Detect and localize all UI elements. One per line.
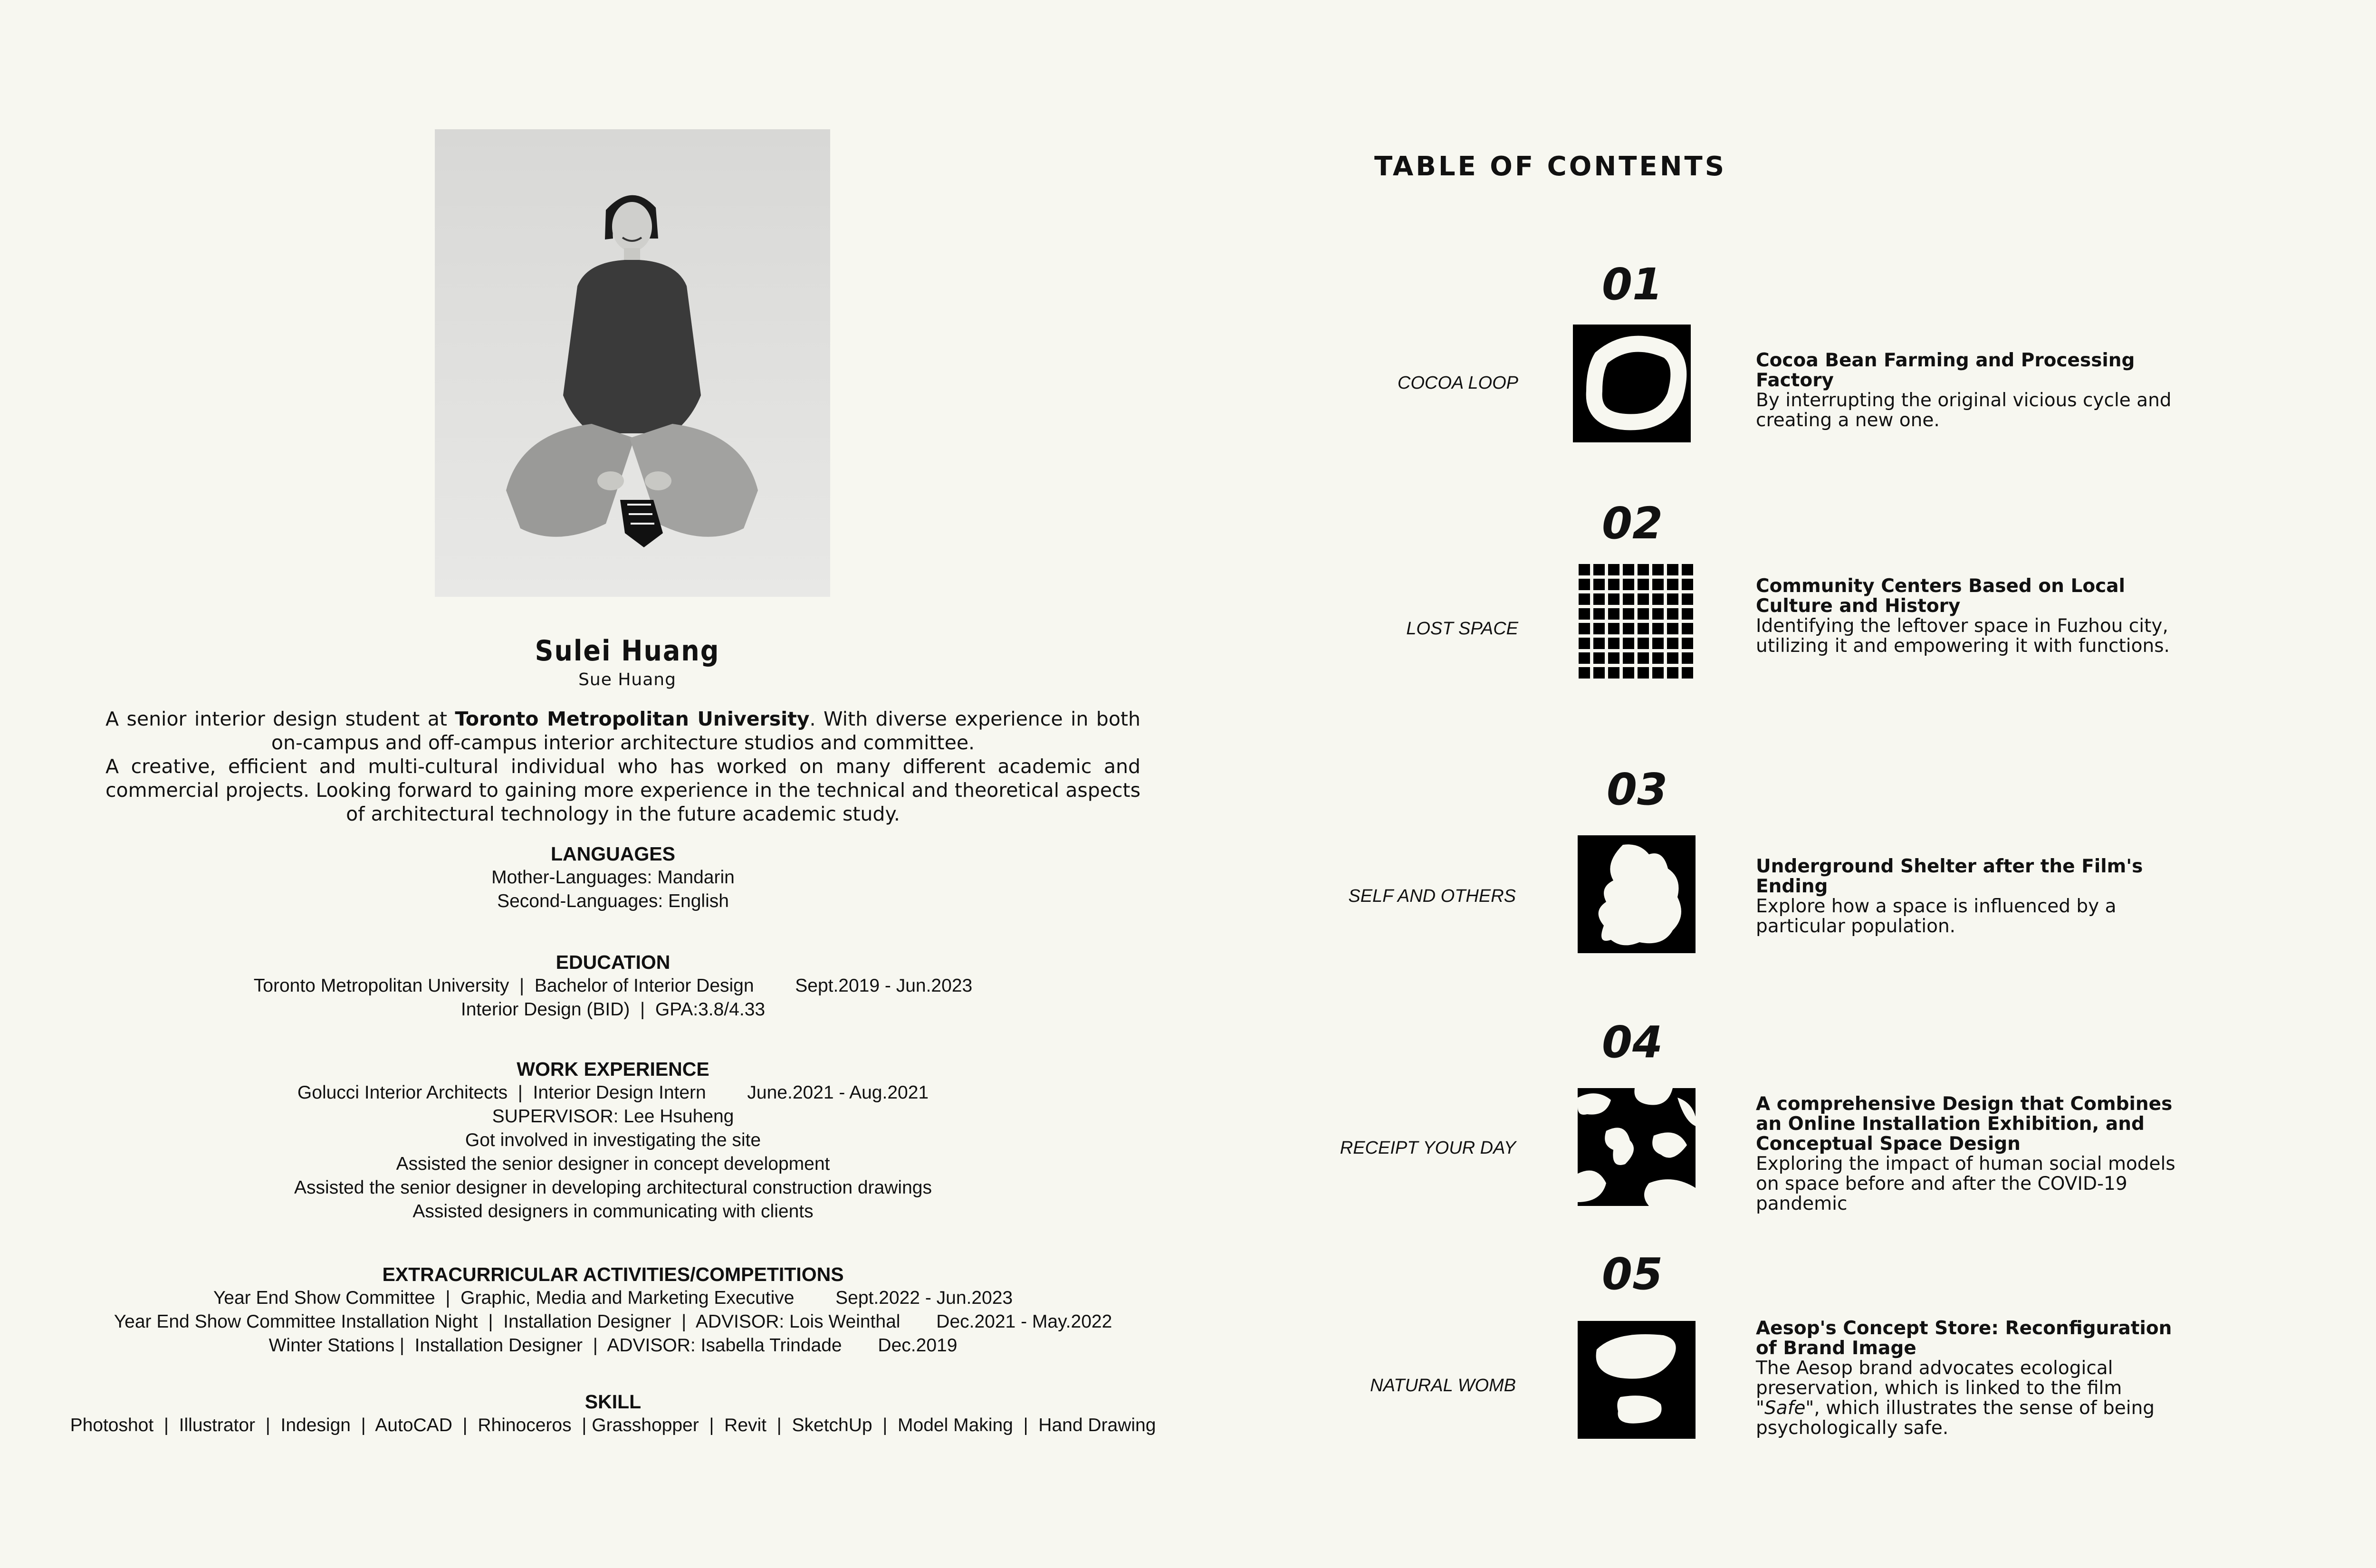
grid-cell bbox=[1608, 593, 1619, 605]
grid-cell bbox=[1682, 652, 1693, 664]
education-line: Interior Design (BID) | GPA:3.8/4.33 bbox=[460, 999, 766, 1020]
language-line: Mother-Languages: Mandarin bbox=[491, 867, 735, 888]
grid-cell bbox=[1593, 608, 1605, 620]
skills-line: Photoshot | Illustrator | Indesign | AutoCAD | Rhinoceros | Grasshopper | Revit | SketchUp | Model Making | Hand Drawing bbox=[70, 1415, 1156, 1435]
toc-project-name[interactable]: LOST SPACE bbox=[1406, 619, 1518, 639]
grid-cell bbox=[1579, 608, 1590, 620]
grid-cell bbox=[1667, 564, 1678, 575]
grid-cell bbox=[1579, 564, 1590, 575]
grid-cell bbox=[1593, 667, 1605, 679]
toc-project-name[interactable]: SELF AND OTHERS bbox=[1348, 886, 1516, 906]
toc-description bbox=[1756, 576, 2184, 656]
profile-alias: Sue Huang bbox=[578, 670, 676, 689]
grid-cell bbox=[1652, 564, 1664, 575]
education-section bbox=[0, 950, 1226, 1022]
bio-school: Toronto Metropolitan University bbox=[455, 708, 810, 730]
toc-project-name[interactable]: NATURAL WOMB bbox=[1370, 1376, 1516, 1396]
bio-paragraph-2: A creative, efficient and multi-cultural individual who has worked on many different academic and commercial projects. Looking forward to gaining more experience in the technical and theoretical aspects of architectural technology in the future academic study. bbox=[105, 755, 1140, 825]
section-title: EXTRACURRICULAR ACTIVITIES/COMPETITIONS bbox=[382, 1263, 844, 1285]
work-line: Golucci Interior Architects | Interior Design Intern June.2021 - Aug.2021 bbox=[297, 1082, 929, 1103]
toc-number: 04 bbox=[1601, 1017, 1663, 1068]
grid-cell bbox=[1638, 593, 1649, 605]
toc-number: 01 bbox=[1601, 259, 1663, 310]
pattern-icon[interactable] bbox=[1578, 1088, 1696, 1206]
grid-cell bbox=[1667, 652, 1678, 664]
toc-item-title: Cocoa Bean Farming and Processing Factory bbox=[1756, 350, 2135, 391]
toc-description bbox=[1756, 351, 2184, 430]
toc-item-text: Explore how a space is influenced by a particular population. bbox=[1756, 896, 2117, 937]
extracurricular-line: Year End Show Committee Installation Night | Installation Designer | ADVISOR: Lois Weinthal Dec.2021 - May.2022 bbox=[114, 1311, 1112, 1332]
grid-cell bbox=[1652, 579, 1664, 590]
toc-item-title: A comprehensive Design that Combines an Online Installation Exhibition, and Conceptual Space Design bbox=[1756, 1093, 2173, 1155]
toc-description bbox=[1756, 1319, 2184, 1438]
profile-name: Sulei Huang bbox=[535, 634, 720, 668]
extracurricular-line: Year End Show Committee | Graphic, Media and Marketing Executive Sept.2022 - Jun.2023 bbox=[213, 1288, 1013, 1308]
grid-cell bbox=[1638, 564, 1649, 575]
blob-icon[interactable] bbox=[1578, 835, 1696, 953]
grid-cell bbox=[1682, 593, 1693, 605]
toc-item-text: Identifying the leftover space in Fuzhou city, utilizing it and empowering it with functions. bbox=[1756, 615, 2170, 657]
toc-item-title: Underground Shelter after the Film's Ending bbox=[1756, 856, 2143, 897]
grid-cell bbox=[1638, 623, 1649, 634]
grid-cell bbox=[1579, 638, 1590, 649]
toc-number: 05 bbox=[1601, 1249, 1663, 1300]
toc-item-title: Aesop's Concept Store: Reconfiguration of Brand Image bbox=[1756, 1318, 2172, 1359]
toc-number: 03 bbox=[1606, 764, 1668, 815]
toc-description bbox=[1756, 857, 2184, 937]
grid-cell bbox=[1623, 638, 1634, 649]
grid-cell bbox=[1667, 593, 1678, 605]
ring-icon[interactable] bbox=[1573, 325, 1691, 442]
grid-cell bbox=[1579, 623, 1590, 634]
grid-cell bbox=[1667, 667, 1678, 679]
grid-cell bbox=[1623, 608, 1634, 620]
extracurricular-section bbox=[0, 1262, 1226, 1358]
grid-cell bbox=[1593, 652, 1605, 664]
toc-item-text: Exploring the impact of human social models on space before and after the COVID-19 pandemic bbox=[1756, 1153, 2175, 1214]
section-title: EDUCATION bbox=[556, 951, 671, 973]
work-line: Assisted the senior designer in concept development bbox=[396, 1154, 830, 1174]
grid-cell bbox=[1593, 623, 1605, 634]
grid-cell bbox=[1593, 579, 1605, 590]
grid-cell bbox=[1682, 608, 1693, 620]
portrait-photo bbox=[435, 129, 830, 597]
toc-item-title: Community Centers Based on Local Culture and History bbox=[1756, 575, 2125, 617]
toc-project-name[interactable]: RECEIPT YOUR DAY bbox=[1340, 1138, 1516, 1158]
grid-cell bbox=[1593, 638, 1605, 649]
grid-cell bbox=[1667, 623, 1678, 634]
grid-cell bbox=[1608, 564, 1619, 575]
grid-cell bbox=[1638, 579, 1649, 590]
section-title: LANGUAGES bbox=[551, 843, 675, 865]
grid-cell bbox=[1638, 608, 1649, 620]
grid-cell bbox=[1579, 667, 1590, 679]
grid-cell bbox=[1593, 593, 1605, 605]
toc-title: TABLE OF CONTENTS bbox=[1374, 151, 1727, 182]
grid-cell bbox=[1667, 608, 1678, 620]
grid-cell bbox=[1608, 623, 1619, 634]
grid-cell bbox=[1579, 593, 1590, 605]
grid-cell bbox=[1667, 579, 1678, 590]
grid-cell bbox=[1638, 652, 1649, 664]
toc-project-name[interactable]: COCOA LOOP bbox=[1397, 373, 1518, 393]
grid-cell bbox=[1593, 564, 1605, 575]
grid-cell bbox=[1623, 593, 1634, 605]
grid-cell bbox=[1652, 652, 1664, 664]
grid-cell bbox=[1638, 638, 1649, 649]
grid-cell bbox=[1579, 579, 1590, 590]
grid-cell bbox=[1682, 579, 1693, 590]
grid-cell bbox=[1608, 652, 1619, 664]
toc-item-text: By interrupting the original vicious cycle and creating a new one. bbox=[1756, 390, 2172, 431]
grid-cell bbox=[1682, 638, 1693, 649]
grid-cell bbox=[1623, 564, 1634, 575]
work-experience-section bbox=[0, 1057, 1226, 1224]
skills-section bbox=[0, 1390, 1226, 1437]
grid-cell bbox=[1652, 608, 1664, 620]
grid-cell bbox=[1652, 623, 1664, 634]
grid-cell bbox=[1623, 667, 1634, 679]
work-line: Assisted the senior designer in developing architectural construction drawings bbox=[294, 1177, 932, 1198]
language-line: Second-Languages: English bbox=[497, 891, 729, 911]
work-line: SUPERVISOR: Lee Hsuheng bbox=[492, 1106, 734, 1127]
grid-cell bbox=[1652, 638, 1664, 649]
education-line: Toronto Metropolitan University | Bachelor of Interior Design Sept.2019 - Jun.2023 bbox=[253, 975, 973, 996]
grid-cell bbox=[1579, 652, 1590, 664]
grid-cell bbox=[1682, 667, 1693, 679]
grid-cell bbox=[1608, 608, 1619, 620]
work-line: Assisted designers in communicating with clients bbox=[412, 1201, 814, 1222]
section-title: SKILL bbox=[584, 1391, 642, 1413]
toc-number: 02 bbox=[1601, 498, 1663, 549]
grid-cell bbox=[1608, 667, 1619, 679]
work-line: Got involved in investigating the site bbox=[465, 1130, 761, 1150]
grid-icon[interactable] bbox=[1578, 563, 1696, 681]
grid-cell bbox=[1608, 579, 1619, 590]
toc-item-text: The Aesop brand advocates ecological preservation, which is linked to the film "Safe", which illustrates the sense of being psychologically safe. bbox=[1756, 1358, 2155, 1439]
bio-paragraph-1: A senior interior design student at Toronto Metropolitan University. With diverse experience in both on-campus and off-campus interior architecture studios and committee. bbox=[105, 708, 1140, 754]
grid-cell bbox=[1652, 667, 1664, 679]
grid-cell bbox=[1682, 623, 1693, 634]
toc-description bbox=[1756, 1094, 2184, 1214]
grid-cell bbox=[1623, 579, 1634, 590]
extracurricular-line: Winter Stations | Installation Designer | ADVISOR: Isabella Trindade Dec.2019 bbox=[268, 1335, 958, 1356]
grid-cell bbox=[1608, 638, 1619, 649]
profile-bio bbox=[105, 707, 1140, 826]
grid-cell bbox=[1623, 652, 1634, 664]
grid-cell bbox=[1638, 667, 1649, 679]
section-title: WORK EXPERIENCE bbox=[517, 1058, 709, 1080]
languages-section bbox=[0, 842, 1226, 913]
grid-cell bbox=[1667, 638, 1678, 649]
grid-cell bbox=[1682, 564, 1693, 575]
grid-cell bbox=[1652, 593, 1664, 605]
grid-cell bbox=[1623, 623, 1634, 634]
pebbles-icon[interactable] bbox=[1578, 1321, 1696, 1439]
